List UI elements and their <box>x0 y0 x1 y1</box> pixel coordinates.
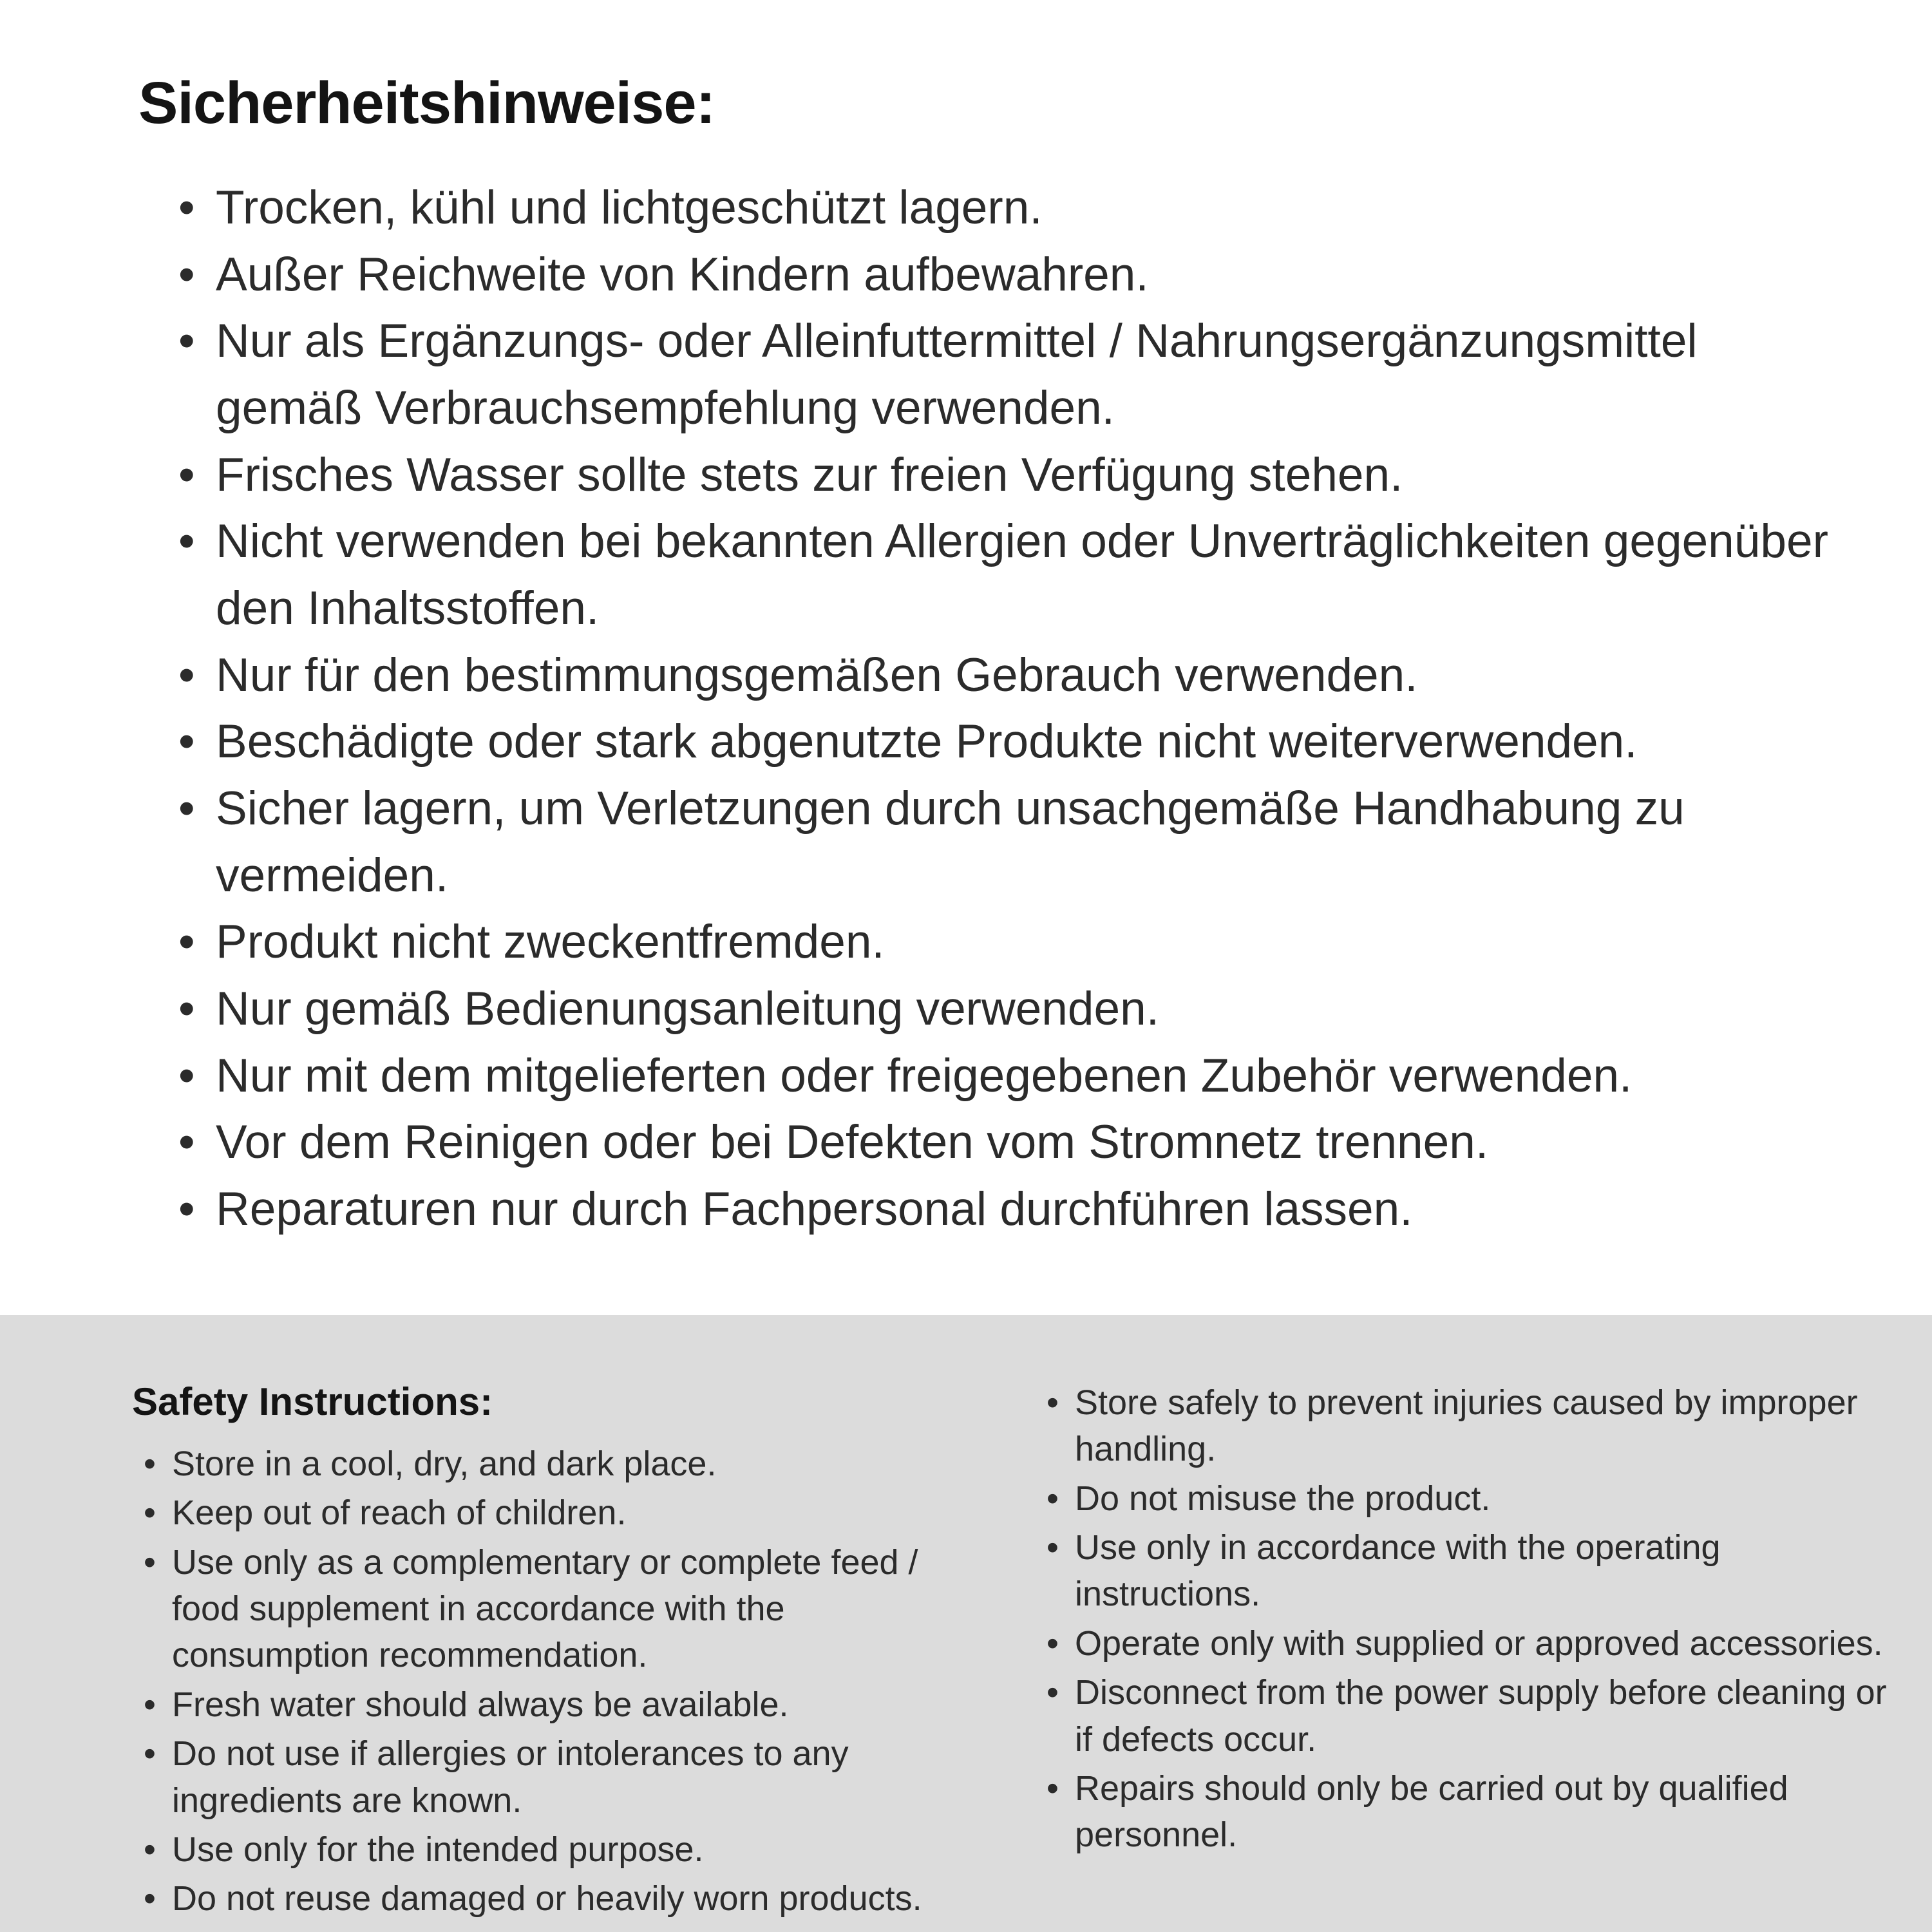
safety-item-en <box>1046 1620 1906 1667</box>
bullet-glyph: • <box>178 715 195 768</box>
bullet-glyph: • <box>144 1685 156 1724</box>
safety-item-text: Fresh water should always be available. <box>172 1685 789 1724</box>
safety-item-text: Do not misuse the product. <box>1075 1479 1491 1518</box>
bullet-glyph: • <box>178 1182 195 1235</box>
safety-item-de <box>178 976 1835 1043</box>
safety-item-en <box>132 1441 982 1487</box>
bullet-glyph: • <box>178 248 195 301</box>
safety-item-en <box>1046 1475 1906 1522</box>
safety-item-en <box>132 1490 982 1536</box>
english-right-column <box>1046 1379 1906 1932</box>
safety-item-text: Do not use if allergies or intolerances to any ingredients are known. <box>172 1734 849 1820</box>
bullet-glyph: • <box>144 1542 156 1582</box>
bullet-glyph: • <box>178 916 195 969</box>
safety-item-en <box>1046 1765 1906 1859</box>
safety-item-de <box>178 1176 1835 1243</box>
safety-item-text: Nur als Ergänzungs- oder Alleinfuttermittel / Nahrungsergänzungsmittel gemäß Verbrauchsempfehlung verwenden. <box>216 315 1698 434</box>
safety-item-text: Nur mit dem mitgelieferten oder freigegebenen Zubehör verwenden. <box>216 1049 1633 1102</box>
bullet-glyph: • <box>178 1116 195 1169</box>
safety-item-en <box>132 1539 982 1679</box>
bullet-glyph: • <box>144 1493 156 1533</box>
safety-item-text: Beschädigte oder stark abgenutzte Produkte nicht weiterverwenden. <box>216 715 1638 768</box>
english-section-title: Safety Instructions: <box>132 1380 493 1423</box>
safety-item-text: Außer Reichweite von Kindern aufbewahren. <box>216 248 1149 301</box>
bullet-glyph: • <box>178 982 195 1035</box>
safety-item-text: Reparaturen nur durch Fachpersonal durchführen lassen. <box>216 1182 1413 1235</box>
safety-item-text: Use only for the intended purpose. <box>172 1830 704 1869</box>
english-left-column <box>132 1379 982 1932</box>
bullet-glyph: • <box>178 315 195 368</box>
safety-item-text: Store safely to prevent injuries caused by improper handling. <box>1075 1383 1858 1469</box>
safety-item-de <box>178 175 1835 242</box>
bullet-glyph: • <box>1046 1624 1059 1663</box>
safety-item-text: Trocken, kühl und lichtgeschützt lagern. <box>216 182 1043 234</box>
safety-item-text: Vor dem Reinigen oder bei Defekten vom Stromnetz trennen. <box>216 1116 1489 1169</box>
bullet-glyph: • <box>178 649 195 701</box>
safety-item-de <box>178 1043 1835 1110</box>
bullet-glyph: • <box>178 448 195 501</box>
safety-item-de <box>178 708 1835 775</box>
bullet-glyph: • <box>144 1879 156 1918</box>
safety-item-en <box>132 1875 982 1922</box>
safety-item-de <box>178 442 1835 509</box>
safety-item-text: Use only as a complementary or complete feed / food supplement in accordance with the consumption recommendation. <box>172 1542 918 1675</box>
bullet-glyph: • <box>144 1444 156 1483</box>
safety-item-en <box>132 1826 982 1873</box>
safety-item-text: Frisches Wasser sollte stets zur freien Verfügung stehen. <box>216 448 1403 501</box>
safety-item-de <box>178 508 1835 641</box>
safety-item-text: Nicht verwenden bei bekannten Allergien oder Unverträglichkeiten gegenüber den Inhaltsstoffen. <box>216 515 1828 634</box>
safety-item-de <box>178 1109 1835 1176</box>
safety-item-en <box>132 1730 982 1824</box>
safety-item-de <box>178 242 1835 308</box>
safety-item-en <box>132 1681 982 1728</box>
german-section-title: Sicherheitshinweise: <box>138 70 715 136</box>
safety-item-text: Keep out of reach of children. <box>172 1493 627 1533</box>
bullet-glyph: • <box>1046 1528 1059 1567</box>
bullet-glyph: • <box>1046 1673 1059 1712</box>
safety-item-de <box>178 642 1835 709</box>
safety-item-text: Use only in accordance with the operating instructions. <box>1075 1528 1721 1614</box>
safety-item-en <box>1046 1669 1906 1763</box>
safety-item-text: Produkt nicht zweckentfremden. <box>216 916 885 969</box>
bullet-glyph: • <box>178 1049 195 1102</box>
safety-item-en <box>1046 1379 1906 1473</box>
safety-item-text: Operate only with supplied or approved accessories. <box>1075 1624 1883 1663</box>
safety-item-text: Disconnect from the power supply before cleaning or if defects occur. <box>1075 1673 1887 1759</box>
safety-item-text: Nur gemäß Bedienungsanleitung verwenden. <box>216 982 1159 1035</box>
bullet-glyph: • <box>1046 1479 1059 1518</box>
bullet-glyph: • <box>178 182 195 234</box>
german-safety-list <box>178 175 1835 1243</box>
bullet-glyph: • <box>1046 1383 1059 1422</box>
bullet-glyph: • <box>178 782 195 835</box>
bullet-glyph: • <box>144 1830 156 1869</box>
safety-item-de <box>178 909 1835 976</box>
safety-item-en <box>1046 1524 1906 1618</box>
safety-item-de <box>178 308 1835 441</box>
safety-item-text: Sicher lagern, um Verletzungen durch unsachgemäße Handhabung zu vermeiden. <box>216 782 1685 902</box>
bullet-glyph: • <box>178 515 195 568</box>
safety-item-text: Do not reuse damaged or heavily worn products. <box>172 1879 922 1918</box>
safety-item-de <box>178 775 1835 909</box>
english-safety-section <box>0 1315 1932 1932</box>
safety-item-text: Repairs should only be carried out by qualified personnel. <box>1075 1768 1788 1855</box>
safety-item-text: Store in a cool, dry, and dark place. <box>172 1444 717 1483</box>
bullet-glyph: • <box>1046 1768 1059 1808</box>
bullet-glyph: • <box>144 1734 156 1774</box>
safety-item-text: Nur für den bestimmungsgemäßen Gebrauch verwenden. <box>216 649 1418 701</box>
